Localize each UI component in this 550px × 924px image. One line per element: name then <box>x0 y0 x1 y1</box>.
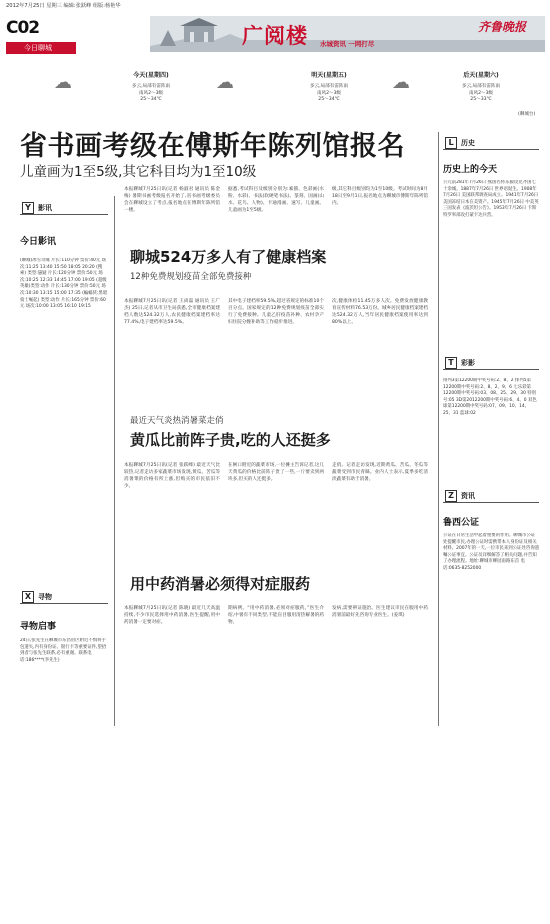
weather-day: 明天(星期五) <box>311 72 347 79</box>
article4-col3: 发病,需要辨证施治。医生建议市民在服用中药消暑前最好先咨询专业医生。(姜琪) <box>332 606 428 619</box>
section-marker-icon: X <box>22 591 34 603</box>
weather-strip <box>6 64 544 122</box>
page-number: C02 <box>6 18 40 38</box>
weather-tomorrow <box>294 70 364 104</box>
main-headline: 省书画考级在傅斯年陈列馆报名 <box>20 131 405 162</box>
article2-title: 聊城524万多人有了健康档案 <box>130 248 327 266</box>
history-list: 公元前281年7月26日 燕国名将乐毅攻克齐国七十余城。1887年7月26日 世界语诞生。1908年7月26日 美国联邦调查局成立。1941年7月26日 美国冻结日本在美资产。1945年7月26日 中美英三国发表《波茨坦公告》。1953年7月26日 卡斯特罗率部攻打蒙卡达兵营。 <box>443 180 539 218</box>
history-title: 历史上的今天 <box>443 165 498 175</box>
section-bar: 今日聊城 <box>6 42 76 54</box>
section-marker-icon: L <box>445 137 457 149</box>
history-section-label: 历史 <box>461 139 475 147</box>
banner-title: 广阅楼 <box>242 23 308 48</box>
divider <box>443 502 539 503</box>
lottery-section-label: 彩影 <box>461 359 475 367</box>
article4-title: 用中药消暑必须得对症服药 <box>130 575 311 593</box>
weather-day-after <box>446 70 516 104</box>
notice-title: 鲁西公证 <box>443 518 480 528</box>
weather-desc: 多云,局部有雷阵雨 <box>461 84 501 89</box>
article3-col1: 本报聊城7月25日讯(记者 张跃峰) 最近天气比较热,记者走访多家蔬菜市场发现,黄瓜、苦瓜等消暑菜的价格有所上涨,但购买的市民依旧不少。 <box>124 463 220 490</box>
article3-col2: 在闸口附近的蔬菜市场,一位摊主告诉记者,这几天黄瓜的价格比前阵子贵了一些,一斤要卖到两块多,但买的人还挺多。 <box>228 463 324 483</box>
column-divider <box>438 132 439 726</box>
newspaper-logo: 齐鲁晚报 <box>478 20 527 34</box>
article3-title: 黄瓜比前阵子贵,吃的人还挺多 <box>130 431 331 449</box>
article4-col1: 本报聊城7月25日讯(记者 陈晓) 最近几天高温持续,不少市民选择用中药消暑,医生提醒,用中药消暑一定要对症。 <box>124 606 220 626</box>
weather-day: 今天(星期四) <box>133 72 169 79</box>
cloud-icon: ☁ <box>392 72 410 93</box>
article2-col1: 本报聊城7月25日讯(记者 王尚磊 通讯员 王广杰) 25日,记者从市卫生局获悉,全市健康档案建档人数达524.32万人,农民健康档案建档率达77.4%,电子建档率达59.5%。 <box>124 299 220 326</box>
weather-wind: 南风2～3级 <box>316 90 342 96</box>
column-divider <box>114 196 115 726</box>
weather-temp: 25～34℃ <box>318 97 340 102</box>
article3-col3: 走俏。记者走访发现,近期黄瓜、苦瓜、冬瓜等蔬菜受到市民青睐。业内人士表示,夏季多吃清淡蔬菜有助于消暑。 <box>332 463 428 483</box>
movies-section-label: 影讯 <box>38 204 52 212</box>
movies-title: 今日影讯 <box>20 237 57 247</box>
banner-subtitle: 水城资讯 一网打尽 <box>320 40 375 48</box>
weather-source: (聊城台) <box>518 112 536 117</box>
weather-day: 后天(星期六) <box>463 72 499 79</box>
weather-temp: 25～33℃ <box>470 97 492 102</box>
weather-desc: 多云,局部有雷阵雨 <box>309 84 349 89</box>
find-notice: 24日,张先生在聊城市东昌府区附近不慎将手包遗失,内有身份证、银行卡等重要证件,望拾到者与张先生联系,必有重谢。联系电话:186****(李先生) <box>20 638 107 663</box>
main-subhead: 儿童画为1至5级,其它科目均为1至10级 <box>20 164 257 180</box>
banner <box>150 16 545 52</box>
divider <box>443 369 539 370</box>
divider <box>20 603 108 604</box>
article4-col2: 期病例。“用中药消暑,必须对症服药。”医生介绍,中暑有不同类型,不能盲目服用清热解暑的药物。 <box>228 606 324 626</box>
article2-subtitle: 12种免费规划疫苗全部免费接种 <box>130 272 252 282</box>
find-section-label: 寻物 <box>38 593 52 601</box>
find-title: 寻物启事 <box>20 622 57 632</box>
cloud-icon: ☁ <box>216 72 234 93</box>
section-marker-icon: Y <box>22 202 34 214</box>
cloud-icon: ☁ <box>54 72 72 93</box>
weather-today <box>116 70 186 104</box>
weather-wind: 南风2～3级 <box>138 90 164 96</box>
article1-col3: 级,其它科目级别均为1至10级。考试时间为8月18日至9月1日,报名地点为聊城市傅斯年陈列馆内。 <box>332 187 428 207</box>
notice-section-label: 资讯 <box>461 492 475 500</box>
section-marker-icon: Z <box>445 490 457 502</box>
divider <box>443 149 539 150</box>
article2-col2: 其中电子建档率59.5%,超过省规定的标准10个百分点。国家规定的12种免费规划疫苗全部实行了免费接种。儿童乙肝疫苗补种、农村孕产妇住院分娩补助等工作稳步推进。 <box>228 299 324 326</box>
weather-desc: 多云,局部有雷阵雨 <box>131 84 171 89</box>
article1-col2: 据悉,考试科目及级别分别为:素描、色彩画(水粉、水彩)、书法(软硬笔书法)、篆刻、国画(山水、花鸟、人物)、卡通漫画、速写、儿童画。儿童画为1至5级。 <box>228 187 324 214</box>
lottery-results: 排列3第12200期中奖号码:2、8、2 排列5第12200期中奖号码:2、8、2、9、6 七乐彩第12200期中奖号码:03、08、25、29、30 特别号:05 3D第2012200期中奖号码:6、4、0 双色球第12200期中奖号码:07、09、10、14、25、31 蓝球:02 <box>443 378 537 416</box>
movies-listing: (聊城)冰雪奇缘 片长:110分钟 票价:40元 场次:11:25 13:40 15:50 18:05 20:20 (搜索) 类型:悬疑 片长:120分钟 票价:50元 场次:10:25 12:33 14:45 17:00 19:05 (超级英雄)类型:动作 片长:130分钟 票价:50元 场次:10:30 13:15 15:00 17:35 (蝙蝠侠:黑暗骑士崛起) 类型:动作 片长:165分钟 票价:60元 场次:10:00 13:05 16:10 19:15 <box>20 258 108 310</box>
notice-text: 公证在日常生活中起着重要的作用。聊城市公证处提醒市民,办理公证时需携带本人身份证及相关材料。2007年的一天,一位市民来到公证处咨询遗嘱公证事宜。公证员详细解答了相关问题,并告知了办理流程。地址:聊城市柳园南路东首 电话:0635-8252000 <box>443 533 539 571</box>
section-marker-icon: T <box>445 357 457 369</box>
date-line: 2012年7月25日 星期三 编辑:张跃峰 组版:杨艳华 <box>6 3 121 9</box>
weather-temp: 25～34℃ <box>140 97 162 102</box>
divider <box>20 214 108 215</box>
article2-col3: 次,健康体检11.45万多人次。免费发放健康教育宣传材料76.53万份。城乡居民健康档案建档达524.32万人,当年居民健康档案使用率达到80%以上。 <box>332 299 428 326</box>
article3-kicker: 最近天气炎热消暑菜走俏 <box>130 416 224 426</box>
article1-col1: 本报聊城7月25日讯(记者 杨淑君 通讯员 陈金梅) 暑期书画考级报名开始了,省书画考级委员会在聊城设立了考点,报名地点在傅斯年陈列馆一楼。 <box>124 187 220 214</box>
weather-wind: 南风2～3级 <box>468 90 494 96</box>
